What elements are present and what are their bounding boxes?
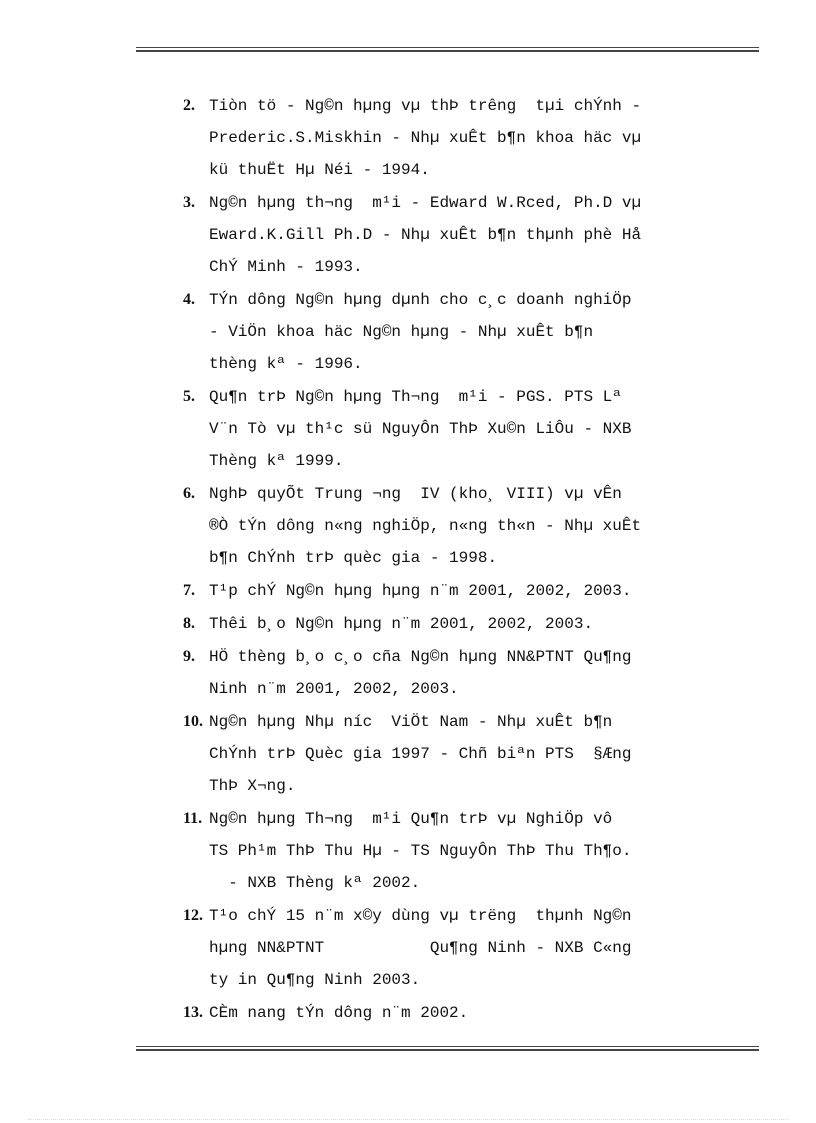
- reference-number: 4.: [183, 291, 195, 308]
- reference-text: [209, 187, 748, 283]
- reference-line: ChÝ Minh - 1993.: [209, 258, 363, 276]
- reference-number: 2.: [183, 97, 195, 114]
- reference-line: TÝn dông Ng©n hµng dµnh cho c¸c doanh nghiÖp: [209, 291, 632, 309]
- reference-line: Ng©n hµng Nhµ níc ViÖt Nam - Nhµ xuÊt b¶n: [209, 713, 613, 731]
- reference-line: T¹p chÝ Ng©n hµng hµng n¨m 2001, 2002, 2003.: [209, 582, 632, 600]
- reference-item: [178, 381, 748, 477]
- reference-item: [178, 284, 748, 380]
- reference-text: [209, 997, 748, 1029]
- reference-item: [178, 575, 748, 607]
- reference-line: Prederic.S.Miskhin - Nhµ xuÊt b¶n khoa häc vµ: [209, 129, 642, 147]
- reference-number: 8.: [183, 615, 195, 632]
- reference-item: [178, 187, 748, 283]
- reference-number: 12.: [183, 907, 203, 924]
- reference-number: 10.: [183, 713, 203, 730]
- reference-line: ThÞ X¬ng.: [209, 777, 296, 795]
- reference-line: thèng kª - 1996.: [209, 355, 363, 373]
- page-edge: [28, 1119, 788, 1120]
- reference-text: [209, 478, 748, 574]
- reference-number: 13.: [183, 1004, 203, 1021]
- reference-line: NghÞ quyÕt Trung ¬ng IV (kho¸ VIII) vµ vÊn: [209, 485, 622, 503]
- reference-line: ®Ò tÝn dông n«ng nghiÖp, n«ng th«n - Nhµ xuÊt: [209, 517, 642, 535]
- reference-line: Ninh n¨m 2001, 2002, 2003.: [209, 680, 459, 698]
- reference-line: - ViÖn khoa häc Ng©n hµng - Nhµ xuÊt b¶n: [209, 323, 594, 341]
- reference-item: [178, 608, 748, 640]
- reference-line: Ng©n hµng th¬ng m¹i - Edward W.Rced, Ph.D vµ: [209, 194, 642, 212]
- reference-text: [209, 641, 748, 705]
- reference-text: [209, 284, 748, 380]
- reference-line: Thèng kª 1999.: [209, 452, 344, 470]
- reference-line: Ng©n hµng Th¬ng m¹i Qu¶n trÞ vµ NghiÖp vô: [209, 810, 613, 828]
- reference-text: [209, 900, 748, 996]
- reference-text: [209, 706, 748, 802]
- reference-item: [178, 641, 748, 705]
- reference-line: HÖ thèng b¸o c¸o cña Ng©n hµng NN&PTNT Qu¶ng: [209, 648, 632, 666]
- reference-line: Thêi b¸o Ng©n hµng n¨m 2001, 2002, 2003.: [209, 615, 594, 633]
- reference-line: b¶n ChÝnh trÞ quèc gia - 1998.: [209, 549, 498, 567]
- reference-number: 9.: [183, 648, 195, 665]
- reference-line: ChÝnh trÞ Quèc gia 1997 - Chñ biªn PTS §Æng: [209, 745, 632, 763]
- reference-number: 7.: [183, 582, 195, 599]
- reference-number: 3.: [183, 194, 195, 211]
- reference-line: Qu¶n trÞ Ng©n hµng Th¬ng m¹i - PGS. PTS Lª: [209, 388, 622, 406]
- reference-line: CÈm nang tÝn dông n¨m 2002.: [209, 1004, 469, 1022]
- reference-item: [178, 706, 748, 802]
- reference-number: 6.: [183, 485, 195, 502]
- reference-text: [209, 90, 748, 186]
- reference-line: Eward.K.Gill Ph.D - Nhµ xuÊt b¶n thµnh phè Hå: [209, 226, 642, 244]
- reference-text: [209, 381, 748, 477]
- footer-rule: [136, 1046, 759, 1052]
- reference-line: kü thuËt Hµ Néi - 1994.: [209, 161, 430, 179]
- reference-line: Tiòn tö - Ng©n hµng vµ thÞ trêng tµi chÝnh -: [209, 97, 642, 115]
- reference-item: [178, 478, 748, 574]
- reference-line: V¨n Tò vµ th¹c sü NguyÔn ThÞ Xu©n LiÔu - NXB: [209, 420, 632, 438]
- reference-line: TS Ph¹m ThÞ Thu Hµ - TS NguyÔn ThÞ Thu Th¶o.: [209, 842, 632, 860]
- reference-text: [209, 608, 748, 640]
- reference-item: [178, 90, 748, 186]
- reference-text: [209, 803, 748, 899]
- reference-item: [178, 803, 748, 899]
- reference-line: hµng NN&PTNT Qu¶ng Ninh - NXB C«ng: [209, 939, 632, 957]
- reference-line: T¹o chÝ 15 n¨m x©y dùng vµ trëng thµnh Ng©n: [209, 907, 632, 925]
- reference-number: 5.: [183, 388, 195, 405]
- reference-item: [178, 997, 748, 1029]
- reference-item: [178, 900, 748, 996]
- reference-number: 11.: [183, 810, 203, 827]
- reference-line: ty in Qu¶ng Ninh 2003.: [209, 971, 421, 989]
- reference-list: [178, 90, 748, 1030]
- reference-line: - NXB Thèng kª 2002.: [209, 874, 421, 892]
- reference-text: [209, 575, 748, 607]
- header-rule: [136, 47, 759, 53]
